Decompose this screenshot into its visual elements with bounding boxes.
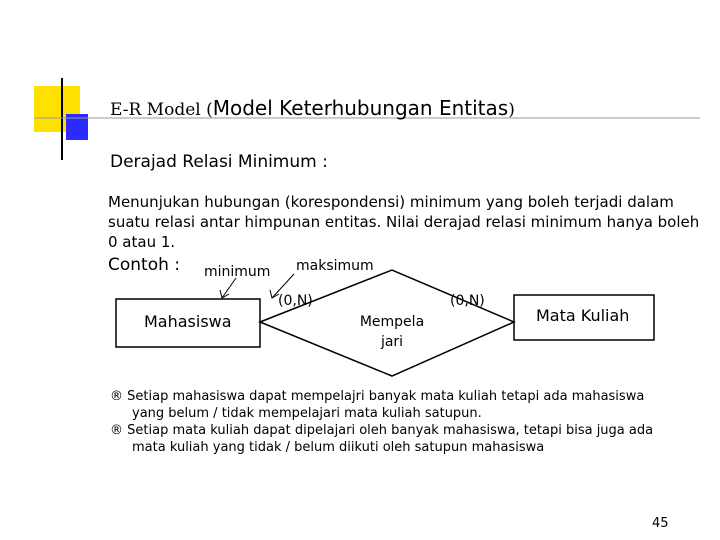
entity-matakuliah-label: Mata Kuliah bbox=[536, 306, 630, 325]
bullet-item bbox=[110, 422, 670, 456]
title-prefix: E-R Model ( bbox=[110, 100, 213, 120]
cardinality-left: (0,N) bbox=[278, 293, 313, 309]
arrow-minimum bbox=[222, 278, 236, 298]
bullet-text: Setiap mata kuliah dapat dipelajari oleh banyak mahasiswa, tetapi bisa juga ada mata kuliah yang tidak / belum diikuti oleh satupun mahasiswa bbox=[127, 423, 654, 455]
relationship-label-line2: jari bbox=[380, 334, 404, 350]
bullet-symbol: ® bbox=[110, 389, 123, 404]
bullet-item bbox=[110, 388, 670, 422]
bullet-list bbox=[110, 388, 670, 456]
annotation-maksimum: maksimum bbox=[296, 258, 374, 274]
title-main: Model Keterhubungan Entitas bbox=[212, 96, 509, 120]
relationship-label-line1: Mempela bbox=[359, 314, 425, 330]
description-text: Menunjukan hubungan (korespondensi) minimum yang boleh terjadi dalam suatu relasi antar himpunan entitas. Nilai derajad relasi minimum hanya boleh 0 atau 1. bbox=[108, 193, 700, 251]
section-heading: Derajad Relasi Minimum : bbox=[110, 152, 328, 172]
bullet-symbol: ® bbox=[110, 423, 123, 438]
bullet-text: Setiap mahasiswa dapat mempelajri banyak mata kuliah tetapi ada mahasiswa yang belum / tidak mempelajari mata kuliah satupun. bbox=[127, 389, 645, 421]
page-number: 45 bbox=[652, 516, 669, 531]
annotation-minimum: minimum bbox=[204, 264, 271, 280]
title-suffix: ) bbox=[508, 100, 515, 120]
cardinality-right: (0,N) bbox=[450, 293, 485, 309]
example-label: Contoh : bbox=[108, 255, 181, 275]
entity-mahasiswa-label: Mahasiswa bbox=[144, 312, 232, 331]
slide-title bbox=[110, 96, 515, 120]
